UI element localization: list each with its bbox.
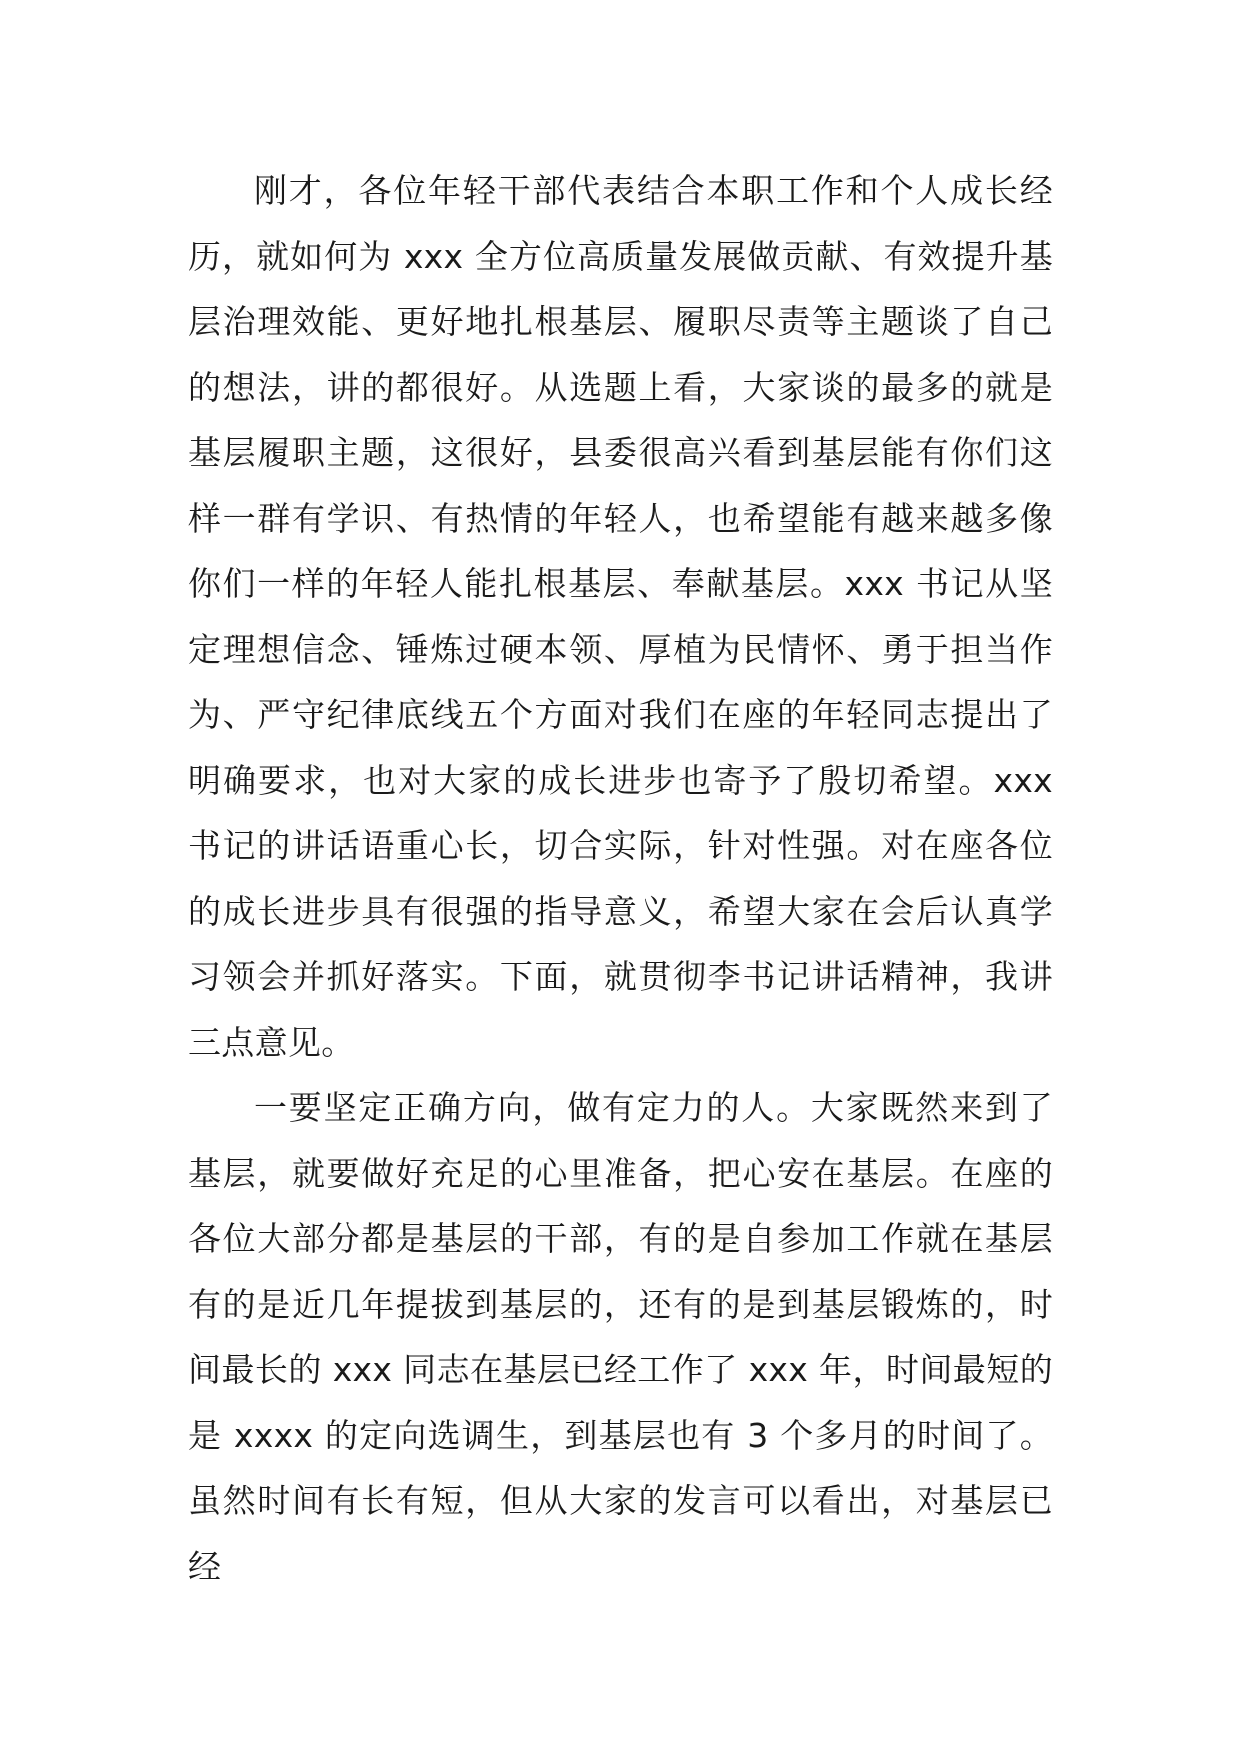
paragraph-point-one: 一要坚定正确方向，做有定力的人。大家既然来到了基层，就要做好充足的心里准备，把心安在基层。在座的各位大部分都是基层的干部，有的是自参加工作就在基层有的是近几年提拔到基层的，还有的是到基层锻炼的，时间最长的 xxx 同志在基层已经工作了 xxx 年，时间最短的是 xxxx 的定向选调生，到基层也有 3 个多月的时间了。虽然时间有长有短，但从大家的发言可以看出，对基层已经 [188, 1088, 1053, 1586]
paragraph-opening: 刚才，各位年轻干部代表结合本职工作和个人成长经历，就如何为 xxx 全方位高质量发展做贡献、有效提升基层治理效能、更好地扎根基层、履职尽责等主题谈了自己的想法，讲的都很好。从选题上看，大家谈的最多的就是基层履职主题，这很好，县委很高兴看到基层能有你们这样一群有学识、有热情的年轻人，也希望能有越来越多像你们一样的年轻人能扎根基层、奉献基层。xxx 书记从坚定理想信念、锤炼过硬本领、厚植为民情怀、勇于担当作为、严守纪律底线五个方面对我们在座的年轻同志提出了明确要求，也对大家的成长进步也寄予了殷切希望。xxx 书记的讲话语重心长，切合实际，针对性强。对在座各位的成长进步具有很强的指导意义，希望大家在会后认真学习领会并抓好落实。下面，就贯彻李书记讲话精神，我讲三点意见。 [188, 171, 1053, 1062]
document-body [188, 158, 1053, 1599]
